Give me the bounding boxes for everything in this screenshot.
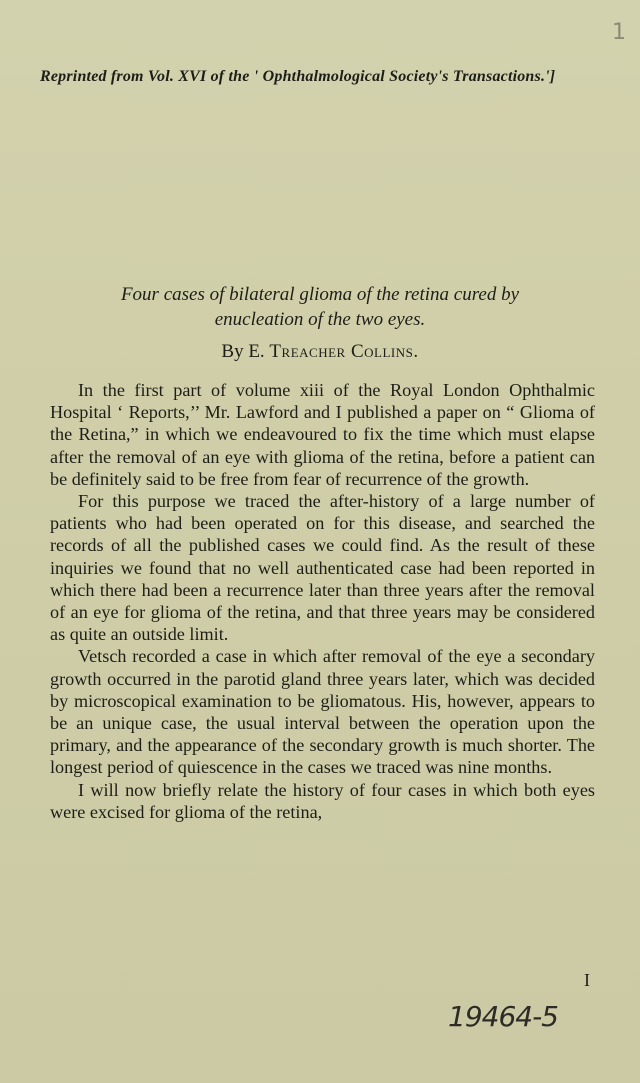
paragraph: I will now briefly relate the history of four cases in which both eyes were excised for glioma of the retina, bbox=[50, 779, 595, 822]
paragraph: For this purpose we traced the after-history of a large number of patients who had been operated on for this disease, and searched the records of all the published cases we could find. As the result of these inquiries we found that no well authenticated case had been reported in which there had been a recurrence later than three years after the removal of an eye for glioma of the retina, and that three years may be considered as quite an outside limit. bbox=[50, 491, 595, 645]
title-line-2: enucleation of the two eyes. bbox=[214, 309, 426, 330]
article-body bbox=[50, 379, 595, 823]
author-prefix: By E. bbox=[221, 341, 270, 362]
signature-mark: I bbox=[584, 970, 590, 990]
paragraph: In the first part of volume xiii of the Royal London Ophthalmic Hospital ‘ Reports,’’ Mr. Lawford and I published a paper on “ Glioma of the Retina,” in which we endeavoured to fix the time which must elapse after the removal of an eye with glioma of the retina, before a patient can be definitely said to be free from fear of recurrence of the growth. bbox=[50, 380, 595, 489]
reprint-header: Reprinted from Vol. XVI of the ' Ophthalmological Society's Transactions.'] bbox=[40, 68, 556, 85]
corner-mark: 1 bbox=[612, 20, 626, 45]
paragraph: Vetsch recorded a case in which after removal of the eye a secondary growth occurred in the parotid gland three years later, which was decided by microscopical examination to be gliomatous. His, however, appears to be an unique case, the usual interval between the operation upon the primary, and the appearance of the secondary growth is much shorter. The longest period of quiescence in the cases we traced was nine months. bbox=[50, 646, 595, 778]
author-name: Treacher Collins. bbox=[269, 341, 419, 362]
article-title bbox=[40, 282, 600, 332]
title-line-1: Four cases of bilateral glioma of the retina cured by bbox=[120, 284, 520, 305]
handwritten-note: 19464-5 bbox=[448, 1000, 558, 1033]
author-byline bbox=[40, 341, 600, 363]
